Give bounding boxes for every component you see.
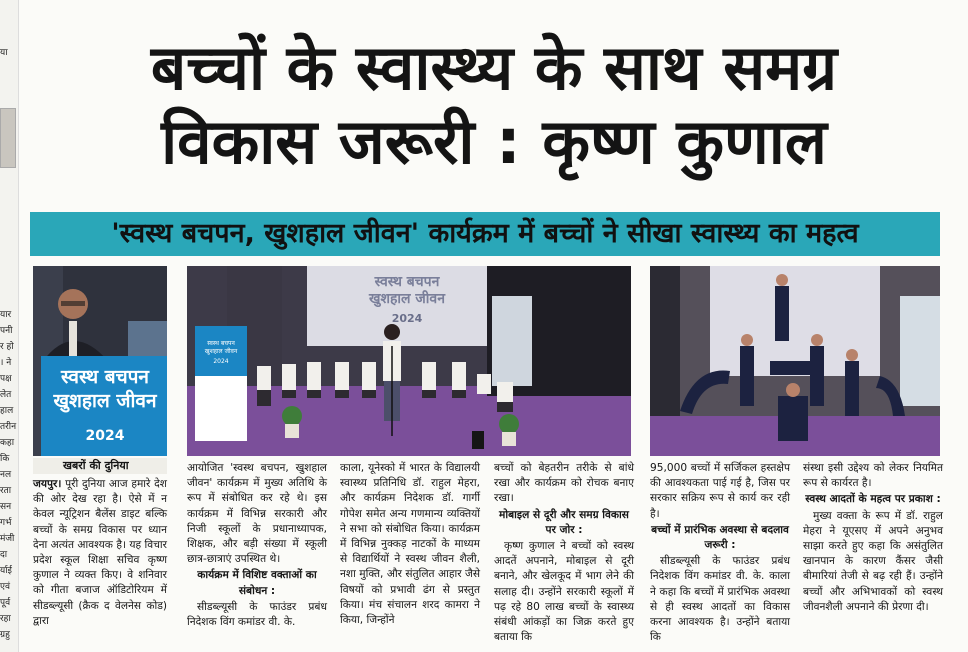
strip-fragment: लेत [0,390,12,400]
strip-fragment: र्याई [0,566,12,576]
subheadline-banner: 'स्वस्थ बचपन, खुशहाल जीवन' कार्यक्रम में बच्चों ने सीखा स्वास्थ्य का महत्व [30,212,940,256]
dateline: जयपुर। [33,478,62,490]
column-4-paragraph-1: बच्चों को बेहतरीन तरीके से बांधे रखा और कार्यक्रम को रोचक बनाए रखा। [494,462,634,505]
podium-sign-line-2: खुशहाल जीवन [53,390,157,412]
column-5-paragraph-1: 95,000 बच्चों में सर्जिकल हस्तक्षेप की आवश्यकता पाई गई है, जिस पर सरकार सक्रिय रूप से कार्य कर रही है। [650,462,790,520]
column-5-paragraph-2: सीडब्ल्यूसी के फाउंडर प्रबंध निदेशक विंग कमांडर वी. के. काला ने कहा कि बच्चों में प्रारंभिक अवस्था से ही स्वस्थ आदतों का विकास करना आवश्यक है। उन्होंने बताया कि [650,555,790,644]
column-4-subheading: मोबाइल से दूरी और समग्र विकास पर जोर : [499,508,629,536]
strip-fragment: मंजी [0,534,15,544]
screen-text-line-2: खुशहाल जीवन [369,291,445,307]
article-column-6 [803,461,943,615]
strip-fragment: पूर्व [0,598,11,608]
photo-speaker-podium [33,266,167,456]
article-column-4 [494,461,634,645]
strip-fragment: ग्रहु [0,630,10,640]
headline-line-2: विकास जरूरी : कृष्ण कुणाल [161,105,827,178]
column-5-subheading: बच्चों में प्रारंभिक अवस्था से बदलाव जरूरी : [651,523,789,552]
screen-text-line-1: स्वस्थ बचपन [374,274,440,290]
strip-fragment: या [0,48,8,58]
column-3-paragraph-1: काला, यूनेस्को में भारत के विद्यालयी स्वास्थ्य प्रतिनिधि डॉ. राहुल मेहरा, और कार्यक्रम निदेशक डॉ. गार्गी गोपेश समेत अन्य गणमान्य व्यक्तियों ने सभा को संबोधित किया। कार्यक्रम में विभिन्न नुक्कड़ नाटकों के माध्यम से विद्यार्थियों ने स्वस्थ जीवन शैली, नशा मुक्ति, और संतुलित आहार जैसे विषयों को प्रभावी ढंग से प्रस्तुत किया। मंच संचालन शरद कामरा ने किया, जिन्होंने [340,462,480,627]
column-6-subheading: स्वस्थ आदतों के महत्व पर प्रकाश : [805,493,941,506]
column-2-subheading: कार्यक्रम में विशिष्ट वक्ताओं का संबोधन : [197,569,317,597]
headline-line-1: बच्चों के स्वास्थ्य के साथ समग्र [150,31,838,104]
strip-fragment: रहा [0,614,11,624]
strip-fragment: नल [0,470,12,480]
column-2-paragraph-1: आयोजित 'स्वस्थ बचपन, खुशहाल जीवन' कार्यक्रम में मुख्य अतिथि के रूप में संबोधित कर रहे थे। इस कार्यक्रम में विभिन्न सरकारी और निजी स्कूलों के प्रधानाध्यापक, शिक्षक, और बड़ी संख्या में स्कूली छात्र-छात्राएं उपस्थित थे। [187,462,327,566]
column-4-paragraph-2: कृष्ण कुणाल ने बच्चों को स्वस्थ आदतें अपनाने, मोबाइल से दूरी बनाने, और खेलकूद में भाग लेने की सलाह दी। उन्होंने सरकारी स्कूलों में पढ़ रहे 80 लाख बच्चों के स्वास्थ्य संबंधी आंकड़ों का जिक्र करते हुए बताया कि [494,540,634,644]
strip-fragment: हाल [0,406,14,416]
column-6-paragraph-2: मुख्य वक्ता के रूप में डॉ. राहुल मेहरा ने यूएसए में अपने अनुभव साझा करते हुए कहा कि असंतुलित खानपान के कारण कैंसर जैसी बीमारियां तेजी से बढ़ रही हैं। उन्होंने बच्चों और अभिभावकों को स्वस्थ जीवनशैली अपनाने की प्रेरणा दी। [803,509,943,613]
strip-fragment: यार [0,310,12,320]
strip-fragment: रता [0,486,12,496]
standee-text-line-2: खुशहाल जीवन [204,348,238,355]
screen-text-year: 2024 [391,312,423,325]
strip-fragment: गर्भ [0,518,12,528]
article-column-3 [340,461,480,628]
adjacent-article-strip [0,0,19,652]
column-2-paragraph-2: सीडब्ल्यूसी के फाउंडर प्रबंध निदेशक विंग कमांडर वी. के. [187,600,327,629]
column-1-text: पूरी दुनिया आज हमारे देश की ओर देख रहा है। ऐसे में न केवल न्यूट्रिशन बैलेंस डाइट बल्कि बच्चों के समग्र विकास पर ध्यान देना अत्यंत आवश्यक है। यह विचार प्रदेश स्कूल शिक्षा सचिव कृष्ण कुणाल ने व्यक्त किए। वे शनिवार को गीता बजाज ऑडिटोरियम में सीडब्ल्यूसी (क्रैक द वेलनेस कोड) द्वारा [33,478,167,627]
standee-text-year: 2024 [213,358,229,365]
photo-yoga-performance [650,266,940,456]
podium-sign-line-1: स्वस्थ बचपन [61,366,149,388]
strip-fragment: दा [0,550,8,560]
standee-text-line-1: स्वस्थ बचपन [207,340,235,347]
photo-caption: खबरों की दुनिया [33,458,167,474]
article-column-5 [650,461,790,645]
strip-fragment: । ने [0,358,12,368]
strip-fragment: पक्ष [0,374,12,384]
strip-fragment: कि [0,454,10,464]
strip-fragment: कहा [0,438,15,448]
strip-fragment: एवं [0,582,10,592]
strip-fragment: सन [0,502,12,512]
strip-fragment: तरीन [0,422,17,432]
strip-fragment: पनी [0,326,13,336]
podium-sign-year: 2024 [85,428,125,444]
photo-stage-students [187,266,631,456]
yoga-pyramid-illustration [650,266,940,456]
article-column-1 [33,477,167,629]
article-column-2 [187,461,327,630]
column-6-paragraph-1: संस्था इसी उद्देश्य को लेकर नियमित रूप से कार्यरत है। [803,462,943,490]
strip-fragment: र हो [0,342,14,352]
adjacent-photo-thumbnail [0,108,16,168]
